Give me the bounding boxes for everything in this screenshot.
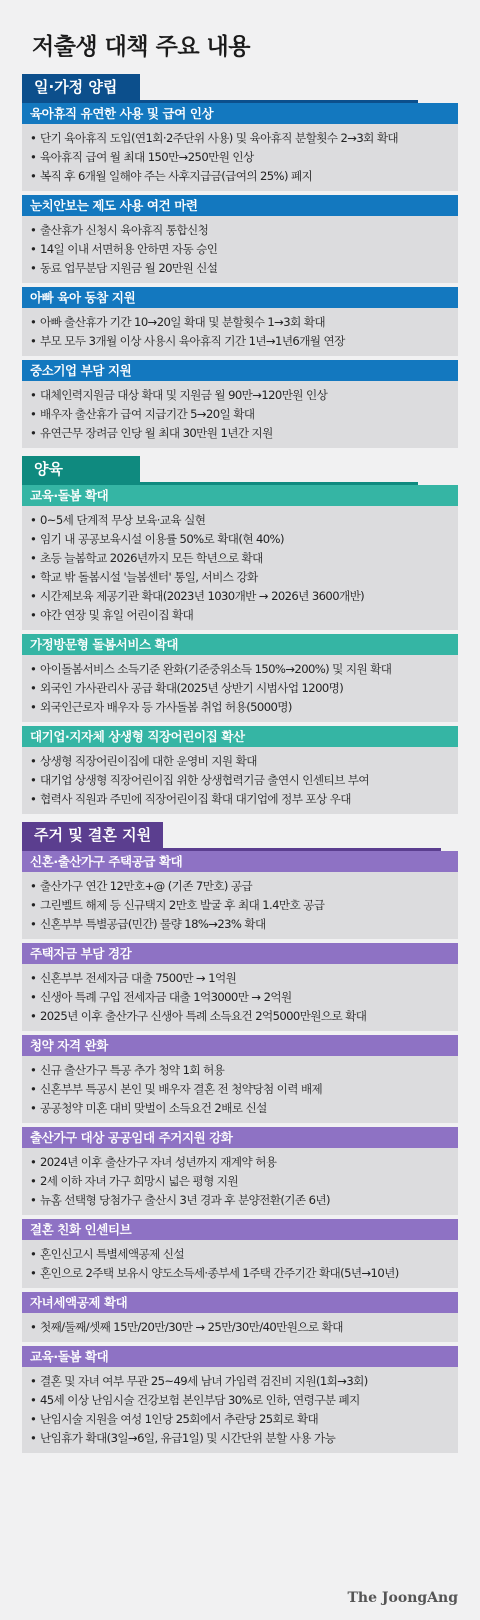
policy-heading: 교육·돌봄 확대 bbox=[22, 1346, 458, 1367]
list-item bbox=[30, 167, 454, 186]
policy-heading: 주택자금 부담 경감 bbox=[22, 943, 458, 964]
bullet-icon: • bbox=[30, 608, 37, 622]
list-item-text: 동료 업무분담 지원금 월 20만원 신설 bbox=[40, 261, 218, 275]
list-item-text: 2세 이하 자녀 가구 희망시 넓은 평형 지원 bbox=[40, 1174, 238, 1188]
section bbox=[22, 74, 458, 448]
list-item bbox=[30, 1153, 454, 1172]
policy-list bbox=[22, 381, 458, 448]
policy-list bbox=[22, 1240, 458, 1288]
policy-heading: 신혼·출산가구 주택공급 확대 bbox=[22, 851, 458, 872]
list-item-text: 뉴홈 선택형 당첨가구 출산시 3년 경과 후 분양전환(기존 6년) bbox=[40, 1193, 330, 1207]
bullet-icon: • bbox=[30, 681, 37, 695]
list-item-text: 혼인신고시 특별세액공제 신설 bbox=[40, 1247, 184, 1261]
policy-box bbox=[22, 1219, 458, 1288]
list-item bbox=[30, 752, 454, 771]
policy-box bbox=[22, 634, 458, 722]
list-item-text: 학교 밖 돌봄시설 '늘봄센터' 통일, 서비스 강화 bbox=[40, 570, 258, 584]
bullet-icon: • bbox=[30, 662, 37, 676]
list-item bbox=[30, 988, 454, 1007]
content bbox=[22, 74, 458, 1457]
bullet-icon: • bbox=[30, 1431, 37, 1445]
bullet-icon: • bbox=[30, 131, 37, 145]
policy-box bbox=[22, 485, 458, 630]
list-item bbox=[30, 221, 454, 240]
policy-list bbox=[22, 655, 458, 722]
list-item-text: 난임휴가 확대(3일→6일, 유급1일) 및 시간단위 분할 사용 가능 bbox=[40, 1431, 336, 1445]
policy-list bbox=[22, 308, 458, 356]
list-item bbox=[30, 240, 454, 259]
list-item bbox=[30, 1410, 454, 1429]
list-item-text: 육아휴직 급여 월 최대 150만→250만원 인상 bbox=[40, 150, 254, 164]
list-item-text: 신규 출산가구 특공 추가 청약 1회 허용 bbox=[40, 1063, 225, 1077]
list-item bbox=[30, 424, 454, 443]
policy-list bbox=[22, 506, 458, 630]
policy-heading: 육아휴직 유연한 사용 및 급여 인상 bbox=[22, 103, 458, 124]
list-item-text: 출산휴가 신청시 육아휴직 통합신청 bbox=[40, 223, 209, 237]
policy-list bbox=[22, 747, 458, 814]
bullet-icon: • bbox=[30, 513, 37, 527]
list-item bbox=[30, 1372, 454, 1391]
policy-box bbox=[22, 1346, 458, 1453]
list-item bbox=[30, 969, 454, 988]
list-item bbox=[30, 1172, 454, 1191]
list-item-text: 야간 연장 및 휴일 어린이집 확대 bbox=[40, 608, 194, 622]
policy-list bbox=[22, 1313, 458, 1342]
list-item bbox=[30, 660, 454, 679]
list-item-text: 아이돌봄서비스 소득기준 완화(기준중위소득 150%→200%) 및 지원 확대 bbox=[40, 662, 392, 676]
bullet-icon: • bbox=[30, 426, 37, 440]
policy-list bbox=[22, 216, 458, 283]
list-item-text: 상생형 직장어린이집에 대한 운영비 지원 확대 bbox=[40, 754, 257, 768]
bullet-icon: • bbox=[30, 589, 37, 603]
list-item bbox=[30, 1099, 454, 1118]
bullet-icon: • bbox=[30, 169, 37, 183]
list-item bbox=[30, 549, 454, 568]
list-item bbox=[30, 259, 454, 278]
policy-box bbox=[22, 1127, 458, 1215]
list-item-text: 0~5세 단계적 무상 보육·교육 실현 bbox=[40, 513, 206, 527]
list-item-text: 신혼부부 전세자금 대출 7500만 → 1억원 bbox=[40, 971, 237, 985]
list-item-text: 부모 모두 3개월 이상 사용시 육아휴직 기간 1년→1년6개월 연장 bbox=[40, 334, 345, 348]
list-item-text: 첫째/둘째/셋째 15만/20만/30만 → 25만/30만/40만원으로 확대 bbox=[40, 1320, 343, 1334]
list-item-text: 난임시술 지원을 여성 1인당 25회에서 추란당 25회로 확대 bbox=[40, 1412, 319, 1426]
list-item bbox=[30, 129, 454, 148]
list-item-text: 협력사 직원과 주민에 직장어린이집 확대 대기업에 정부 포상 우대 bbox=[40, 792, 351, 806]
bullet-icon: • bbox=[30, 242, 37, 256]
list-item bbox=[30, 1080, 454, 1099]
bullet-icon: • bbox=[30, 315, 37, 329]
list-item-text: 외국인근로자 배우자 등 가사돌봄 취업 허용(5000명) bbox=[40, 700, 292, 714]
list-item bbox=[30, 606, 454, 625]
bullet-icon: • bbox=[30, 261, 37, 275]
list-item-text: 신생아 특례 구입 전세자금 대출 1억3000만 → 2억원 bbox=[40, 990, 292, 1004]
policy-box bbox=[22, 1292, 458, 1342]
policy-heading: 교육·돌봄 확대 bbox=[22, 485, 458, 506]
list-item-text: 아빠 출산휴가 기간 10→20일 확대 및 분할횟수 1→3회 확대 bbox=[40, 315, 325, 329]
bullet-icon: • bbox=[30, 1155, 37, 1169]
bullet-icon: • bbox=[30, 1193, 37, 1207]
bullet-icon: • bbox=[30, 792, 37, 806]
section bbox=[22, 456, 458, 814]
policy-box bbox=[22, 726, 458, 814]
page-title: 저출생 대책 주요 내용 bbox=[32, 34, 250, 60]
list-item bbox=[30, 771, 454, 790]
bullet-icon: • bbox=[30, 1101, 37, 1115]
bullet-icon: • bbox=[30, 1393, 37, 1407]
bullet-icon: • bbox=[30, 1266, 37, 1280]
bullet-icon: • bbox=[30, 388, 37, 402]
bullet-icon: • bbox=[30, 150, 37, 164]
list-item-text: 혼인으로 2주택 보유시 양도소득세·종부세 1주택 간주기간 확대(5년→10년) bbox=[40, 1266, 399, 1280]
policy-box bbox=[22, 360, 458, 448]
list-item-text: 유연근무 장려금 인당 월 최대 30만원 1년간 지원 bbox=[40, 426, 273, 440]
policy-heading: 결혼 친화 인센티브 bbox=[22, 1219, 458, 1240]
policy-box bbox=[22, 1035, 458, 1123]
policy-heading: 대기업·지자체 상생형 직장어린이집 확산 bbox=[22, 726, 458, 747]
bullet-icon: • bbox=[30, 754, 37, 768]
bullet-icon: • bbox=[30, 407, 37, 421]
policy-heading: 가정방문형 돌봄서비스 확대 bbox=[22, 634, 458, 655]
list-item-text: 그린벨트 해제 등 신규택지 2만호 발굴 후 최대 1.4만호 공급 bbox=[40, 898, 325, 912]
bullet-icon: • bbox=[30, 879, 37, 893]
list-item-text: 단기 육아휴직 도입(연1회·2주단위 사용) 및 육아휴직 분할횟수 2→3회 확대 bbox=[40, 131, 399, 145]
list-item-text: 2025년 이후 출산가구 신생아 특례 소득요건 2억5000만원으로 확대 bbox=[40, 1009, 367, 1023]
list-item-text: 복직 후 6개월 일해야 주는 사후지급금(급여의 25%) 폐지 bbox=[40, 169, 313, 183]
list-item bbox=[30, 877, 454, 896]
list-item-text: 시간제보육 제공기관 확대(2023년 1030개반 → 2026년 3600개반) bbox=[40, 589, 365, 603]
list-item bbox=[30, 313, 454, 332]
policy-box bbox=[22, 943, 458, 1031]
bullet-icon: • bbox=[30, 1174, 37, 1188]
bullet-icon: • bbox=[30, 773, 37, 787]
policy-list bbox=[22, 124, 458, 191]
bullet-icon: • bbox=[30, 1320, 37, 1334]
list-item bbox=[30, 405, 454, 424]
policy-heading: 눈치안보는 제도 사용 여건 마련 bbox=[22, 195, 458, 216]
publisher-logo: The JoongAng bbox=[347, 1590, 458, 1606]
section-title: 일·가정 양립 bbox=[22, 74, 140, 100]
list-item-text: 대체인력지원금 대상 확대 및 지원금 월 90만→120만원 인상 bbox=[40, 388, 328, 402]
policy-box bbox=[22, 287, 458, 356]
section bbox=[22, 822, 458, 1453]
policy-list bbox=[22, 1367, 458, 1453]
bullet-icon: • bbox=[30, 551, 37, 565]
list-item bbox=[30, 896, 454, 915]
policy-box bbox=[22, 103, 458, 191]
section-title: 양육 bbox=[22, 456, 140, 482]
section-title: 주거 및 결혼 지원 bbox=[22, 822, 163, 848]
list-item bbox=[30, 1264, 454, 1283]
list-item-text: 신혼부부 특별공급(민간) 물량 18%→23% 확대 bbox=[40, 917, 266, 931]
policy-heading: 출산가구 대상 공공임대 주거지원 강화 bbox=[22, 1127, 458, 1148]
policy-heading: 아빠 육아 동참 지원 bbox=[22, 287, 458, 308]
list-item-text: 출산가구 연간 12만호+@ (기존 7만호) 공급 bbox=[40, 879, 253, 893]
list-item bbox=[30, 511, 454, 530]
bullet-icon: • bbox=[30, 1247, 37, 1261]
bullet-icon: • bbox=[30, 700, 37, 714]
bullet-icon: • bbox=[30, 917, 37, 931]
policy-heading: 청약 자격 완화 bbox=[22, 1035, 458, 1056]
bullet-icon: • bbox=[30, 1374, 37, 1388]
bullet-icon: • bbox=[30, 532, 37, 546]
policy-list bbox=[22, 964, 458, 1031]
list-item bbox=[30, 1245, 454, 1264]
list-item-text: 외국인 가사관리사 공급 확대(2025년 상반기 시범사업 1200명) bbox=[40, 681, 344, 695]
bullet-icon: • bbox=[30, 898, 37, 912]
bullet-icon: • bbox=[30, 570, 37, 584]
list-item bbox=[30, 332, 454, 351]
list-item bbox=[30, 1007, 454, 1026]
bullet-icon: • bbox=[30, 1412, 37, 1426]
policy-box bbox=[22, 851, 458, 939]
list-item bbox=[30, 1318, 454, 1337]
list-item bbox=[30, 568, 454, 587]
list-item bbox=[30, 915, 454, 934]
list-item bbox=[30, 386, 454, 405]
list-item-text: 초등 늘봄학교 2026년까지 모든 학년으로 확대 bbox=[40, 551, 263, 565]
bullet-icon: • bbox=[30, 223, 37, 237]
list-item-text: 2024년 이후 출산가구 자녀 성년까지 재계약 허용 bbox=[40, 1155, 277, 1169]
list-item-text: 대기업 상생형 직장어린이집 위한 상생협력기금 출연시 인센티브 부여 bbox=[40, 773, 369, 787]
list-item-text: 임기 내 공공보육시설 이용률 50%로 확대(현 40%) bbox=[40, 532, 284, 546]
bullet-icon: • bbox=[30, 990, 37, 1004]
list-item-text: 배우자 출산휴가 급여 지급기간 5→20일 확대 bbox=[40, 407, 255, 421]
policy-list bbox=[22, 1056, 458, 1123]
list-item bbox=[30, 679, 454, 698]
list-item bbox=[30, 790, 454, 809]
list-item bbox=[30, 1061, 454, 1080]
list-item-text: 14일 이내 서면허용 안하면 자동 승인 bbox=[40, 242, 218, 256]
list-item-text: 공공청약 미혼 대비 맞벌이 소득요건 2배로 신설 bbox=[40, 1101, 267, 1115]
list-item bbox=[30, 148, 454, 167]
bullet-icon: • bbox=[30, 1063, 37, 1077]
list-item bbox=[30, 587, 454, 606]
policy-list bbox=[22, 1148, 458, 1215]
bullet-icon: • bbox=[30, 334, 37, 348]
policy-heading: 자녀세액공제 확대 bbox=[22, 1292, 458, 1313]
bullet-icon: • bbox=[30, 1082, 37, 1096]
list-item-text: 신혼부부 특공시 본인 및 배우자 결혼 전 청약당첨 이력 배제 bbox=[40, 1082, 323, 1096]
list-item bbox=[30, 1191, 454, 1210]
policy-heading: 중소기업 부담 지원 bbox=[22, 360, 458, 381]
bullet-icon: • bbox=[30, 1009, 37, 1023]
list-item bbox=[30, 1391, 454, 1410]
list-item bbox=[30, 1429, 454, 1448]
list-item-text: 결혼 및 자녀 여부 무관 25~49세 남녀 가임력 검진비 지원(1회→3회) bbox=[40, 1374, 368, 1388]
list-item bbox=[30, 530, 454, 549]
bullet-icon: • bbox=[30, 971, 37, 985]
policy-box bbox=[22, 195, 458, 283]
list-item bbox=[30, 698, 454, 717]
list-item-text: 45세 이상 난임시술 건강보험 본인부담 30%로 인하, 연령구분 폐지 bbox=[40, 1393, 360, 1407]
policy-list bbox=[22, 872, 458, 939]
